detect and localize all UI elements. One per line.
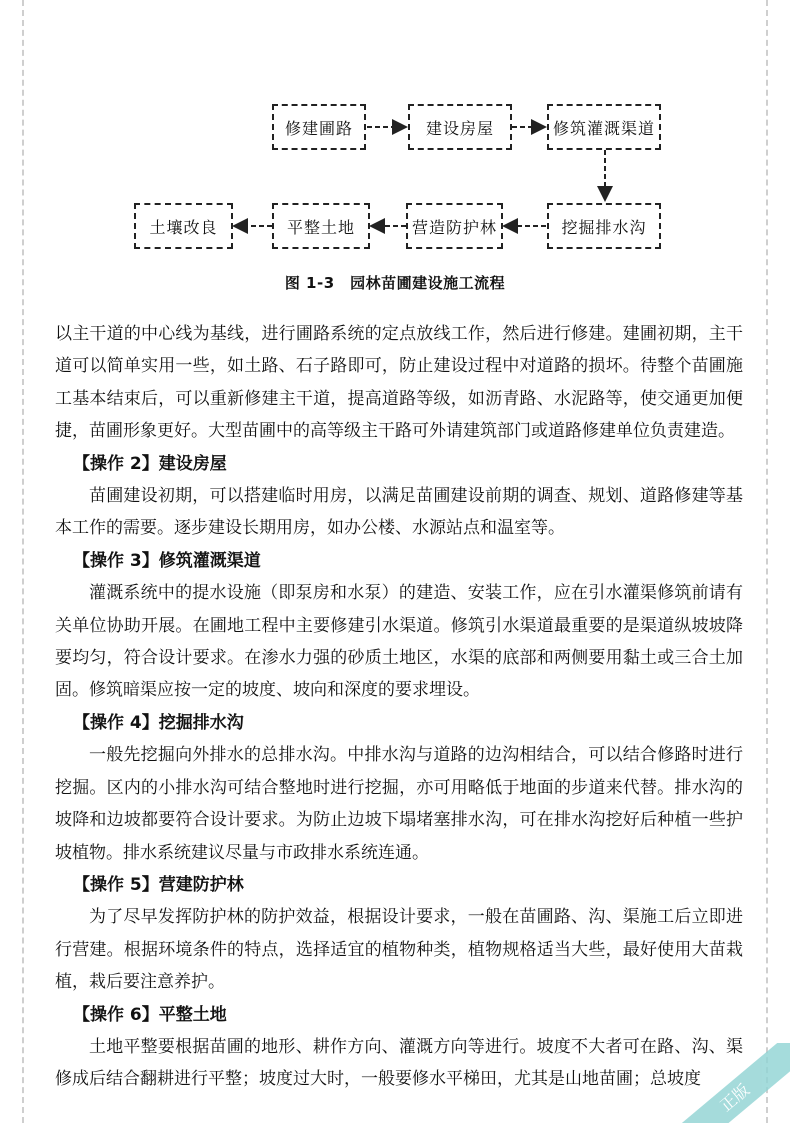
section-text-2: 苗圃建设初期，可以搭建临时用房，以满足苗圃建设前期的调查、规划、道路修建等基本工作的需要。逐步建设长期用房，如办公楼、水源站点和温室等。	[55, 486, 743, 539]
flow-node-building: 建设房屋	[408, 104, 512, 150]
watermark	[670, 1043, 790, 1123]
section-text-6: 土地平整要根据苗圃的地形、耕作方向、灌溉方向等进行。坡度不大者可在路、沟、渠修成后结合翻耕进行平整；坡度过大时，一般要修水平梯田，尤其是山地苗圃；总坡度	[55, 1036, 743, 1090]
figure-caption: 图 1-3 园林苗圃建设施工流程	[284, 274, 506, 292]
flow-node-leveling: 平整土地	[272, 203, 370, 249]
section-heading-3: 【操作 3】修筑灌溉渠道	[73, 550, 261, 571]
section-heading-2: 【操作 2】建设房屋	[73, 453, 227, 474]
section-heading-5: 【操作 5】营建防护林	[73, 874, 244, 895]
flow-arrows	[0, 0, 790, 300]
flow-node-shelterbelt: 营造防护林	[406, 203, 503, 249]
watermark-text: 正版	[670, 1043, 790, 1123]
flow-node-drainage: 挖掘排水沟	[547, 203, 661, 249]
flowchart	[0, 0, 790, 300]
flow-node-road: 修建圃路	[272, 104, 366, 150]
intro-paragraph: 以主干道的中心线为基线，进行圃路系统的定点放线工作，然后进行修建。建圃初期，主干道可以简单实用一些，如土路、石子路即可，防止建设过程中对道路的损坏。待整个苗圃施工基本结束后，可以重新修建主干道，提高道路等级，如沥青路、水泥路等，使交通更加便捷，苗圃形象更好。大型苗圃中的高等级主干路可外请建筑部门或道路修建单位负责建造。	[55, 324, 743, 442]
flow-node-irrigation: 修筑灌溉渠道	[547, 104, 661, 150]
body-text	[55, 318, 743, 1096]
section-heading-4: 【操作 4】挖掘排水沟	[73, 712, 244, 733]
section-text-3: 灌溉系统中的提水设施（即泵房和水泵）的建造、安装工作，应在引水灌渠修筑前请有关单位协助开展。在圃地工程中主要修建引水渠道。修筑引水渠道最重要的是渠道纵坡坡降要均匀，符合设计要求。在渗水力强的砂质土地区，水渠的底部和两侧要用黏土或三合土加固。修筑暗渠应按一定的坡度、坡向和深度的要求埋设。	[55, 583, 743, 701]
section-text-5: 为了尽早发挥防护林的防护效益，根据设计要求，一般在苗圃路、沟、渠施工后立即进行营建。根据环境条件的特点，选择适宜的植物种类，植物规格适当大些，最好使用大苗栽植，栽后要注意养护。	[55, 907, 743, 993]
section-heading-6: 【操作 6】平整土地	[73, 1004, 227, 1025]
flow-node-soil: 土壤改良	[134, 203, 233, 249]
section-text-4: 一般先挖掘向外排水的总排水沟。中排水沟与道路的边沟相结合，可以结合修路时进行挖掘。区内的小排水沟可结合整地时进行挖掘，亦可用略低于地面的步道来代替。排水沟的坡降和边坡都要符合设计要求。为防止边坡下塌堵塞排水沟，可在排水沟挖好后种植一些护坡植物。排水系统建议尽量与市政排水系统连通。	[55, 745, 743, 863]
